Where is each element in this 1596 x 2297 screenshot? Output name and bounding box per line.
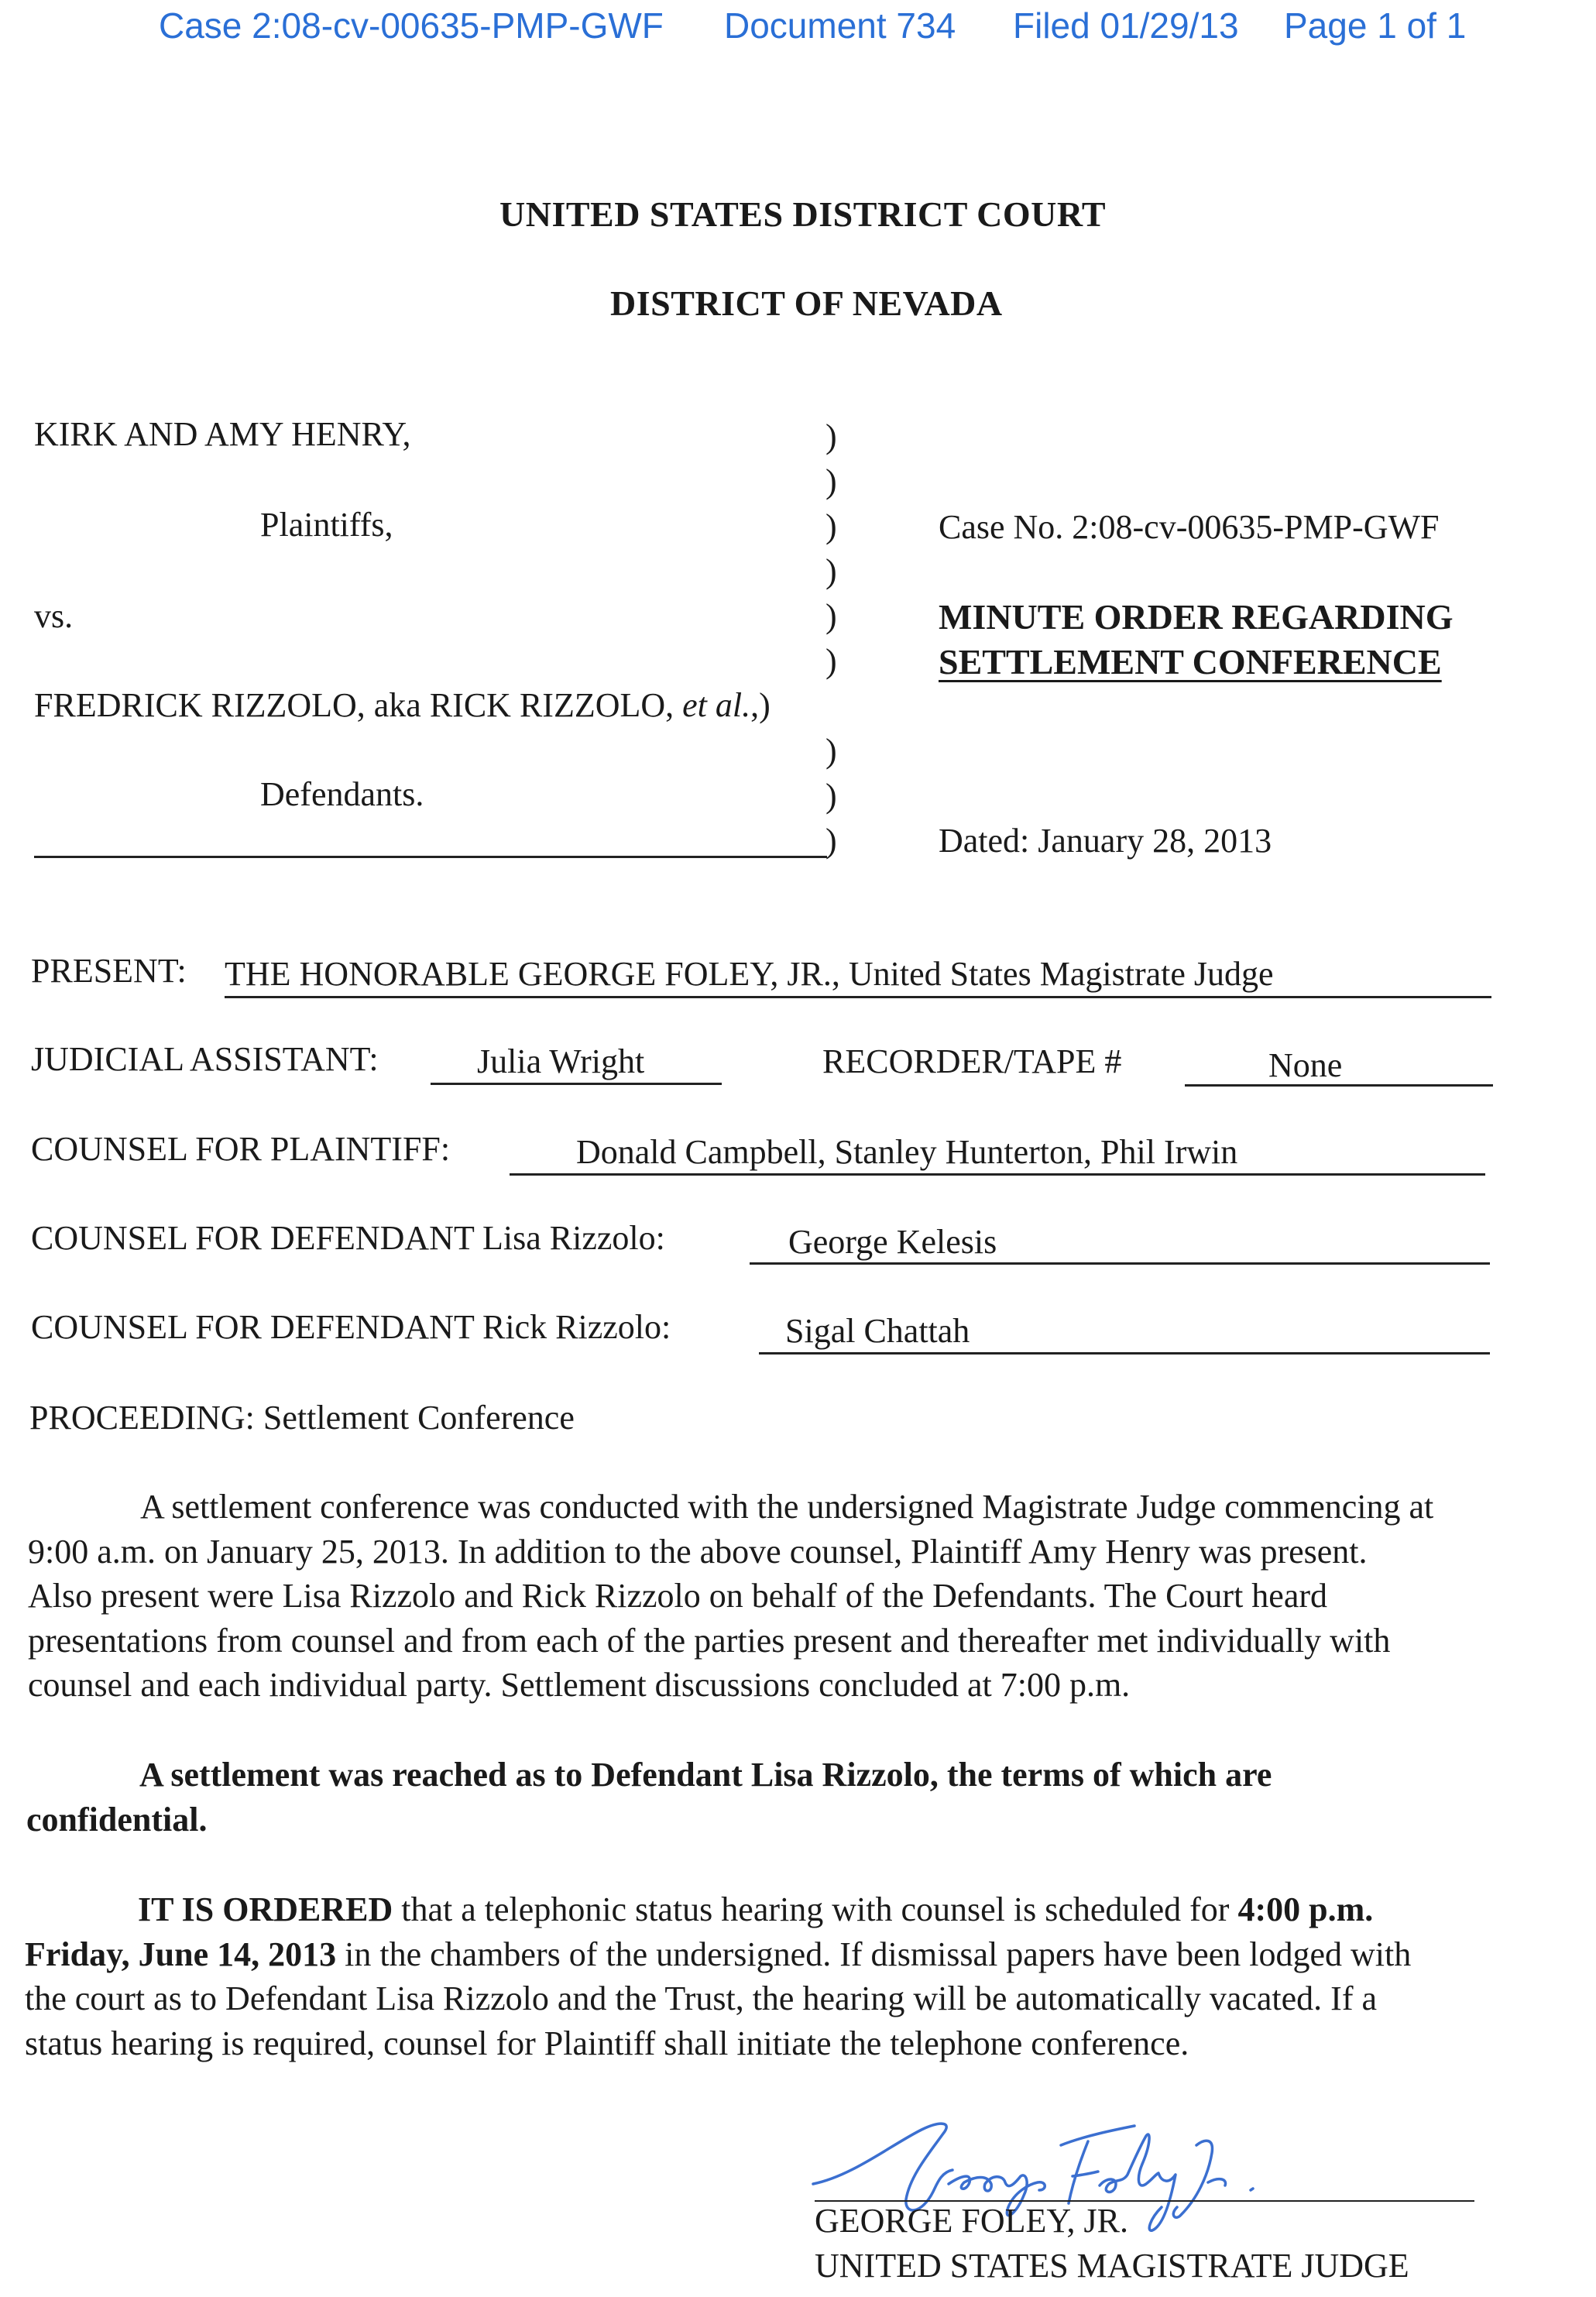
counsel-plaintiff-value: Donald Campbell, Stanley Hunterton, Phil Irwin xyxy=(576,1133,1238,1171)
paragraph-line: A settlement conference was conducted with the undersigned Magistrate Judge commencing at xyxy=(140,1488,1434,1526)
order-title-line2: SETTLEMENT CONFERENCE xyxy=(939,642,1442,682)
caption-paren: ) xyxy=(825,417,837,455)
paragraph-line: Also present were Lisa Rizzolo and Rick Rizzolo on behalf of the Defendants. The Court heard xyxy=(28,1577,1328,1615)
counsel-def-lisa-rule xyxy=(750,1262,1490,1265)
recorder-label: RECORDER/TAPE # xyxy=(822,1042,1122,1080)
court-name: UNITED STATES DISTRICT COURT xyxy=(499,194,1107,234)
present-label: PRESENT: xyxy=(31,952,187,990)
paragraph-line: presentations from counsel and from each of the parties present and thereafter met individually with xyxy=(28,1621,1391,1660)
paragraph-line: the court as to Defendant Lisa Rizzolo and the Trust, the hearing will be automatically vacated. If a xyxy=(25,1979,1378,2017)
recorder-rule xyxy=(1185,1084,1493,1087)
caption-paren: ) xyxy=(825,552,837,590)
caption-paren: ) xyxy=(825,462,837,500)
court-district: DISTRICT OF NEVADA xyxy=(610,283,1003,323)
signer-title: UNITED STATES MAGISTRATE JUDGE xyxy=(815,2247,1409,2285)
stamp-document-number: Document 734 xyxy=(724,5,956,46)
caption-paren: ) xyxy=(825,777,837,815)
counsel-plaintiff-label: COUNSEL FOR PLAINTIFF: xyxy=(31,1130,451,1168)
caption-paren: ) xyxy=(825,822,837,860)
defendants-name: FREDRICK RIZZOLO, aka RICK RIZZOLO, et al.,) xyxy=(34,686,771,724)
present-rule xyxy=(225,996,1491,998)
caption-paren: ) xyxy=(825,597,837,635)
body-paragraph-1 xyxy=(28,1485,1433,1708)
caption-paren: ) xyxy=(825,732,837,770)
plaintiffs-name: KIRK AND AMY HENRY, xyxy=(34,415,411,453)
paragraph-line: counsel and each individual party. Settlement discussions concluded at 7:00 p.m. xyxy=(28,1666,1131,1704)
counsel-plaintiff-rule xyxy=(510,1173,1485,1176)
paragraph-line: confidential. xyxy=(26,1800,208,1839)
body-paragraph-2 xyxy=(26,1753,1272,1842)
paragraph-line: Friday, June 14, 2013 in the chambers of the undersigned. If dismissal papers have been lodged with xyxy=(25,1935,1412,1973)
body-paragraph-3 xyxy=(25,1887,1411,2065)
stamp-case-number: Case 2:08-cv-00635-PMP-GWF xyxy=(159,5,664,46)
caption-paren: ) xyxy=(825,642,837,680)
paragraph-line: status hearing is required, counsel for Plaintiff shall initiate the telephone conference. xyxy=(25,2024,1189,2062)
proceeding-line: PROCEEDING: Settlement Conference xyxy=(29,1399,575,1437)
judicial-assistant-value: Julia Wright xyxy=(477,1042,645,1080)
judicial-assistant-label: JUDICIAL ASSISTANT: xyxy=(31,1040,379,1078)
caption-paren: ) xyxy=(825,507,837,545)
stamp-page-count: Page 1 of 1 xyxy=(1284,5,1467,46)
stamp-filed-date: Filed 01/29/13 xyxy=(1013,5,1239,46)
paragraph-line: A settlement was reached as to Defendant Lisa Rizzolo, the terms of which are xyxy=(139,1756,1272,1794)
counsel-def-rick-label: COUNSEL FOR DEFENDANT Rick Rizzolo: xyxy=(31,1308,671,1346)
signer-name: GEORGE FOLEY, JR. xyxy=(815,2202,1129,2240)
counsel-def-lisa-value: George Kelesis xyxy=(788,1223,997,1261)
defendants-label: Defendants. xyxy=(260,775,424,813)
paragraph-line: 9:00 a.m. on January 25, 2013. In addition to the above counsel, Plaintiff Amy Henry was present. xyxy=(28,1532,1368,1571)
recorder-value: None xyxy=(1268,1046,1343,1084)
counsel-def-lisa-label: COUNSEL FOR DEFENDANT Lisa Rizzolo: xyxy=(31,1219,665,1257)
caption-rule xyxy=(34,856,827,858)
plaintiffs-label: Plaintiffs, xyxy=(260,506,393,544)
counsel-def-rick-value: Sigal Chattah xyxy=(785,1312,970,1350)
present-value: THE HONORABLE GEORGE FOLEY, JR., United States Magistrate Judge xyxy=(225,955,1274,993)
counsel-def-rick-rule xyxy=(759,1352,1490,1355)
case-number: Case No. 2:08-cv-00635-PMP-GWF xyxy=(939,508,1440,546)
dated-line: Dated: January 28, 2013 xyxy=(939,822,1272,860)
judicial-assistant-rule xyxy=(431,1083,722,1085)
versus-label: vs. xyxy=(34,597,74,635)
paragraph-line: IT IS ORDERED that a telephonic status hearing with counsel is scheduled for 4:00 p.m. xyxy=(138,1890,1374,1928)
order-title-line1: MINUTE ORDER REGARDING xyxy=(939,597,1454,637)
